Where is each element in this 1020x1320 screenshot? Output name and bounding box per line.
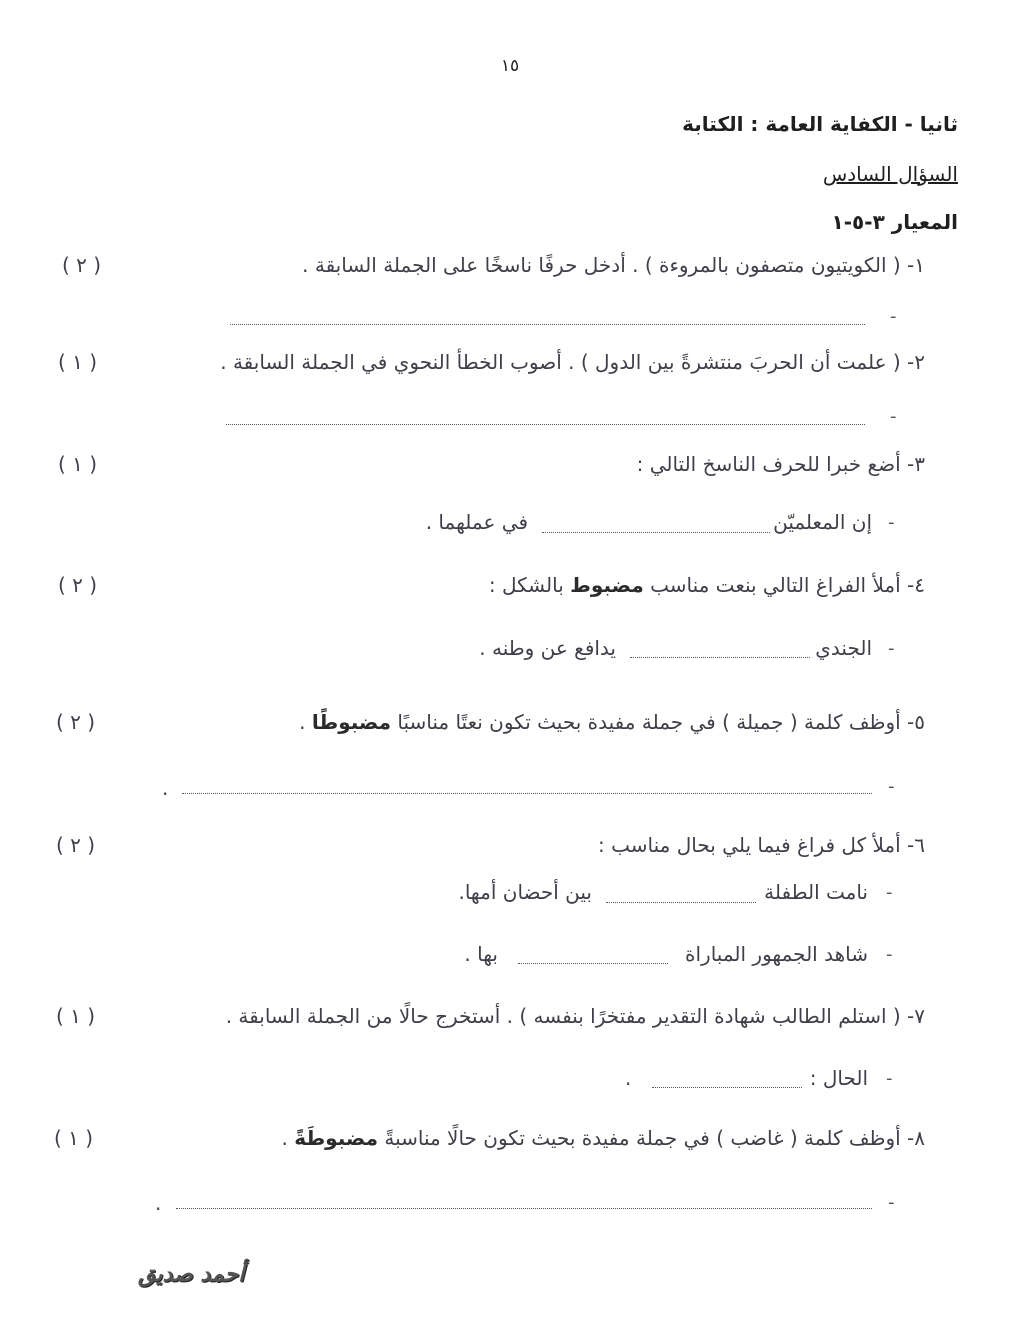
sub-3-after: في عملهما . xyxy=(425,510,528,534)
sub-6a-dash: - xyxy=(886,882,893,903)
question-4-bold-word: مضبوط xyxy=(570,573,644,597)
question-7-text: ٧- ( استلم الطالب شهادة التقدير مفتخرًا بنفسه ) . أستخرج حالًا من الجملة السابقة . xyxy=(225,1004,925,1028)
sub-4-before: الجندي xyxy=(815,636,872,660)
answer-5-line[interactable] xyxy=(182,792,872,794)
sub-6a-blank[interactable] xyxy=(606,901,756,903)
sub-3-before: إن المعلميّن xyxy=(773,510,872,534)
sub-6b-blank[interactable] xyxy=(518,962,668,964)
standard-label: المعيار ٣-٥-١ xyxy=(831,210,958,234)
sub-4-after: يدافع عن وطنه . xyxy=(479,636,616,660)
question-1-mark: ( ٢ ) xyxy=(62,253,102,277)
answer-8-line[interactable] xyxy=(176,1207,872,1209)
page-number: ١٥ xyxy=(500,56,520,76)
answer-2-line[interactable] xyxy=(226,423,865,425)
sub-6b-after: بها . xyxy=(464,942,498,966)
question-1-text: ١- ( الكويتيون متصفون بالمروءة ) . أدخل حرفًا ناسخًا على الجملة السابقة . xyxy=(302,253,925,277)
question-4-mark: ( ٢ ) xyxy=(58,573,98,597)
answer-1-dash: - xyxy=(890,306,897,327)
question-3-text: ٣- أضع خبرا للحرف الناسخ التالي : xyxy=(636,452,925,476)
signature: أحمد صديق xyxy=(138,1262,245,1287)
section-title: ثانيا - الكفاية العامة : الكتابة xyxy=(682,112,958,136)
answer-1-line[interactable] xyxy=(230,323,865,325)
question-2-mark: ( ١ ) xyxy=(58,350,98,374)
sub-4-blank[interactable] xyxy=(630,656,810,658)
question-5-mark: ( ٢ ) xyxy=(56,710,96,734)
sub-6b-before: شاهد الجمهور المباراة xyxy=(685,942,868,966)
answer-8-period: . xyxy=(155,1191,162,1215)
sub-7-after: . xyxy=(625,1066,632,1090)
question-5-text: ٥- أوظف كلمة ( جميلة ) في جملة مفيدة بحيث تكون نعتًا مناسبًا مضبوطًا . xyxy=(299,710,925,734)
sub-7-before: الحال : xyxy=(809,1066,868,1090)
answer-2-dash: - xyxy=(890,406,897,427)
sub-4-dash: - xyxy=(888,638,895,659)
question-8-mark: ( ١ ) xyxy=(54,1126,94,1150)
answer-5-period: . xyxy=(162,776,169,800)
answer-8-dash: - xyxy=(888,1192,895,1213)
sub-3-dash: - xyxy=(888,512,895,533)
question-5-bold-word: مضبوطًا xyxy=(311,710,392,734)
question-title: السؤال السادس xyxy=(822,162,958,186)
question-6-mark: ( ٢ ) xyxy=(56,833,96,857)
question-4-text: ٤- أملأ الفراغ التالي بنعت مناسب مضبوط بالشكل : xyxy=(488,573,925,597)
question-7-mark: ( ١ ) xyxy=(56,1004,96,1028)
sub-6a-after: بين أحضان أمها. xyxy=(458,880,592,904)
question-3-mark: ( ١ ) xyxy=(58,452,98,476)
sub-6b-dash: - xyxy=(886,944,893,965)
sub-7-dash: - xyxy=(886,1068,893,1089)
sub-6a-before: نامت الطفلة xyxy=(764,880,868,904)
question-6-text: ٦- أملأ كل فراغ فيما يلي بحال مناسب : xyxy=(598,833,925,857)
answer-5-dash: - xyxy=(888,776,895,797)
question-8-bold-word: مضبوطَةً xyxy=(294,1126,378,1150)
question-2-text: ٢- ( علمت أن الحربَ منتشرةً بين الدول ) . أصوب الخطأ النحوي في الجملة السابقة . xyxy=(220,350,925,374)
question-8-text: ٨- أوظف كلمة ( غاضب ) في جملة مفيدة بحيث تكون حالًا مناسبةً مضبوطَةً . xyxy=(281,1126,925,1150)
sub-3-blank[interactable] xyxy=(542,531,770,533)
sub-7-blank[interactable] xyxy=(652,1086,802,1088)
